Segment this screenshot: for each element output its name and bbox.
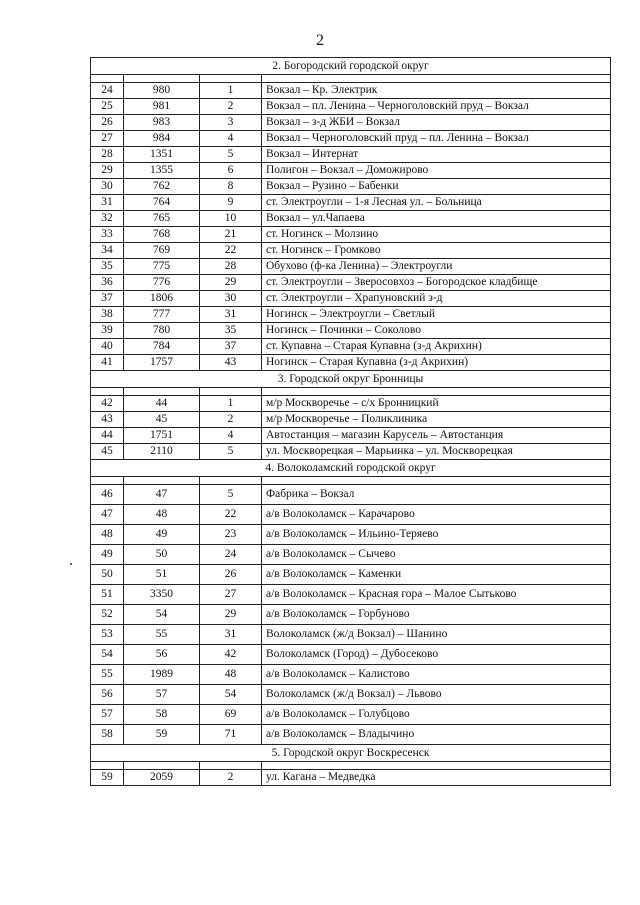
- route-name-cell: Волоколамск (Город) – Дубосеково: [262, 645, 611, 665]
- row-number-cell: 54: [91, 645, 124, 665]
- route-name-cell: а/в Волоколамск – Каменки: [262, 565, 611, 585]
- table-row: [91, 565, 611, 585]
- route-number-cell: 28: [200, 259, 262, 275]
- row-number-cell: 24: [91, 83, 124, 99]
- spacer-cell: [262, 388, 611, 396]
- route-name-cell: ст. Электроугли – 1-я Лесная ул. – Больница: [262, 195, 611, 211]
- route-number-cell: 26: [200, 565, 262, 585]
- table-row: [91, 525, 611, 545]
- route-number-cell: 9: [200, 195, 262, 211]
- row-number-cell: 39: [91, 323, 124, 339]
- row-number-cell: 40: [91, 339, 124, 355]
- register-code-cell: 764: [124, 195, 200, 211]
- route-name-cell: а/в Волоколамск – Карачарово: [262, 505, 611, 525]
- row-number-cell: 36: [91, 275, 124, 291]
- route-number-cell: 6: [200, 163, 262, 179]
- route-number-cell: 23: [200, 525, 262, 545]
- table-row: [91, 396, 611, 412]
- row-number-cell: 42: [91, 396, 124, 412]
- register-code-cell: 2110: [124, 444, 200, 460]
- row-number-cell: 34: [91, 243, 124, 259]
- route-number-cell: 2: [200, 770, 262, 786]
- register-code-cell: 51: [124, 565, 200, 585]
- table-row: [91, 725, 611, 745]
- route-number-cell: 22: [200, 505, 262, 525]
- section-title: 3. Городской округ Бронницы: [91, 371, 611, 388]
- route-name-cell: Ногинск – Электроугли – Светлый: [262, 307, 611, 323]
- route-name-cell: а/в Волоколамск – Ильино-Теряево: [262, 525, 611, 545]
- register-code-cell: 48: [124, 505, 200, 525]
- table-row: [91, 195, 611, 211]
- route-name-cell: ул. Кагана – Медведка: [262, 770, 611, 786]
- table-row: [91, 275, 611, 291]
- section-header-row: [91, 58, 611, 75]
- register-code-cell: 777: [124, 307, 200, 323]
- route-number-cell: 1: [200, 83, 262, 99]
- row-number-cell: 43: [91, 412, 124, 428]
- route-name-cell: м/р Москворечье – с/х Бронницкий: [262, 396, 611, 412]
- register-code-cell: 59: [124, 725, 200, 745]
- row-number-cell: 55: [91, 665, 124, 685]
- route-name-cell: Вокзал – ул.Чапаева: [262, 211, 611, 227]
- route-number-cell: 27: [200, 585, 262, 605]
- table-row: [91, 179, 611, 195]
- register-code-cell: 1989: [124, 665, 200, 685]
- spacer-cell: [124, 477, 200, 485]
- route-number-cell: 29: [200, 275, 262, 291]
- row-number-cell: 59: [91, 770, 124, 786]
- section-header-row: [91, 460, 611, 477]
- row-number-cell: 50: [91, 565, 124, 585]
- route-name-cell: а/в Волоколамск – Голубцово: [262, 705, 611, 725]
- page-number: 2: [316, 32, 324, 49]
- table-row: [91, 705, 611, 725]
- section-spacer-row: [91, 762, 611, 770]
- spacer-cell: [262, 762, 611, 770]
- route-number-cell: 69: [200, 705, 262, 725]
- route-number-cell: 42: [200, 645, 262, 665]
- register-code-cell: 44: [124, 396, 200, 412]
- section-header-row: [91, 371, 611, 388]
- table-row: [91, 339, 611, 355]
- route-name-cell: а/в Волоколамск – Владычино: [262, 725, 611, 745]
- register-code-cell: 50: [124, 545, 200, 565]
- register-code-cell: 981: [124, 99, 200, 115]
- table-row: [91, 505, 611, 525]
- table-row: [91, 307, 611, 323]
- register-code-cell: 1351: [124, 147, 200, 163]
- row-number-cell: 27: [91, 131, 124, 147]
- route-number-cell: 1: [200, 396, 262, 412]
- route-name-cell: Ногинск – Починки – Соколово: [262, 323, 611, 339]
- route-name-cell: ул. Москворецкая – Марьинка – ул. Москворецкая: [262, 444, 611, 460]
- route-name-cell: Автостанция – магазин Карусель – Автостанция: [262, 428, 611, 444]
- row-number-cell: 51: [91, 585, 124, 605]
- row-number-cell: 45: [91, 444, 124, 460]
- row-number-cell: 25: [91, 99, 124, 115]
- register-code-cell: 768: [124, 227, 200, 243]
- route-number-cell: 43: [200, 355, 262, 371]
- route-name-cell: ст. Ногинск – Молзино: [262, 227, 611, 243]
- register-code-cell: 1355: [124, 163, 200, 179]
- route-number-cell: 29: [200, 605, 262, 625]
- route-name-cell: ст. Купавна – Старая Купавна (з-д Акрихин): [262, 339, 611, 355]
- table-row: [91, 131, 611, 147]
- route-number-cell: 3: [200, 115, 262, 131]
- table-row: [91, 665, 611, 685]
- row-number-cell: 57: [91, 705, 124, 725]
- table-row: [91, 485, 611, 505]
- section-spacer-row: [91, 75, 611, 83]
- route-name-cell: Вокзал – Интернат: [262, 147, 611, 163]
- register-code-cell: 1757: [124, 355, 200, 371]
- spacer-cell: [91, 388, 124, 396]
- table-row: [91, 412, 611, 428]
- route-number-cell: 4: [200, 428, 262, 444]
- row-number-cell: 37: [91, 291, 124, 307]
- register-code-cell: 49: [124, 525, 200, 545]
- route-name-cell: Вокзал – пл. Ленина – Черноголовский пруд – Вокзал: [262, 99, 611, 115]
- row-number-cell: 56: [91, 685, 124, 705]
- spacer-cell: [200, 388, 262, 396]
- route-number-cell: 4: [200, 131, 262, 147]
- spacer-cell: [200, 75, 262, 83]
- routes-table-container: [90, 57, 610, 786]
- section-spacer-row: [91, 477, 611, 485]
- route-number-cell: 5: [200, 444, 262, 460]
- route-name-cell: Вокзал – Рузино – Бабенки: [262, 179, 611, 195]
- route-name-cell: Вокзал – Кр. Электрик: [262, 83, 611, 99]
- route-name-cell: Вокзал – Черноголовский пруд – пл. Ленина – Вокзал: [262, 131, 611, 147]
- route-number-cell: 37: [200, 339, 262, 355]
- section-spacer-row: [91, 388, 611, 396]
- table-row: [91, 211, 611, 227]
- spacer-cell: [200, 762, 262, 770]
- route-name-cell: Фабрика – Вокзал: [262, 485, 611, 505]
- spacer-cell: [124, 388, 200, 396]
- section-title: 5. Городской округ Воскресенск: [91, 745, 611, 762]
- row-number-cell: 41: [91, 355, 124, 371]
- table-row: [91, 428, 611, 444]
- route-name-cell: Волоколамск (ж/д Вокзал) – Шанино: [262, 625, 611, 645]
- route-name-cell: ст. Ногинск – Громково: [262, 243, 611, 259]
- register-code-cell: 57: [124, 685, 200, 705]
- route-name-cell: Вокзал – з-д ЖБИ – Вокзал: [262, 115, 611, 131]
- route-number-cell: 5: [200, 147, 262, 163]
- table-row: [91, 83, 611, 99]
- row-number-cell: 28: [91, 147, 124, 163]
- register-code-cell: 45: [124, 412, 200, 428]
- section-title: 2. Богородский городской округ: [91, 58, 611, 75]
- route-number-cell: 22: [200, 243, 262, 259]
- route-number-cell: 48: [200, 665, 262, 685]
- row-number-cell: 33: [91, 227, 124, 243]
- register-code-cell: 47: [124, 485, 200, 505]
- route-name-cell: а/в Волоколамск – Сычево: [262, 545, 611, 565]
- row-number-cell: 30: [91, 179, 124, 195]
- row-number-cell: 49: [91, 545, 124, 565]
- table-row: [91, 545, 611, 565]
- row-number-cell: 32: [91, 211, 124, 227]
- register-code-cell: 784: [124, 339, 200, 355]
- register-code-cell: 1806: [124, 291, 200, 307]
- row-number-cell: 38: [91, 307, 124, 323]
- route-name-cell: Волоколамск (ж/д Вокзал) – Львово: [262, 685, 611, 705]
- route-number-cell: 21: [200, 227, 262, 243]
- route-name-cell: а/в Волоколамск – Горбуново: [262, 605, 611, 625]
- routes-table-body: [91, 58, 611, 786]
- route-number-cell: 8: [200, 179, 262, 195]
- route-number-cell: 2: [200, 99, 262, 115]
- register-code-cell: 775: [124, 259, 200, 275]
- table-row: [91, 770, 611, 786]
- spacer-cell: [262, 75, 611, 83]
- stray-mark: [70, 563, 72, 565]
- route-number-cell: 5: [200, 485, 262, 505]
- route-name-cell: м/р Москворечье – Поликлиника: [262, 412, 611, 428]
- route-name-cell: а/в Волоколамск – Красная гора – Малое Сытьково: [262, 585, 611, 605]
- spacer-cell: [124, 762, 200, 770]
- table-row: [91, 605, 611, 625]
- register-code-cell: 983: [124, 115, 200, 131]
- table-row: [91, 645, 611, 665]
- route-number-cell: 54: [200, 685, 262, 705]
- route-number-cell: 24: [200, 545, 262, 565]
- spacer-cell: [262, 477, 611, 485]
- register-code-cell: 58: [124, 705, 200, 725]
- table-row: [91, 115, 611, 131]
- spacer-cell: [200, 477, 262, 485]
- route-number-cell: 30: [200, 291, 262, 307]
- table-row: [91, 99, 611, 115]
- route-name-cell: Ногинск – Старая Купавна (з-д Акрихин): [262, 355, 611, 371]
- register-code-cell: 3350: [124, 585, 200, 605]
- register-code-cell: 55: [124, 625, 200, 645]
- register-code-cell: 54: [124, 605, 200, 625]
- section-header-row: [91, 745, 611, 762]
- route-number-cell: 31: [200, 307, 262, 323]
- route-name-cell: ст. Электроугли – Зверосовхоз – Богородское кладбище: [262, 275, 611, 291]
- spacer-cell: [91, 762, 124, 770]
- row-number-cell: 35: [91, 259, 124, 275]
- route-number-cell: 35: [200, 323, 262, 339]
- route-number-cell: 2: [200, 412, 262, 428]
- table-row: [91, 147, 611, 163]
- row-number-cell: 31: [91, 195, 124, 211]
- route-number-cell: 31: [200, 625, 262, 645]
- register-code-cell: 776: [124, 275, 200, 291]
- route-name-cell: Полигон – Вокзал – Доможирово: [262, 163, 611, 179]
- register-code-cell: 2059: [124, 770, 200, 786]
- route-name-cell: а/в Волоколамск – Калистово: [262, 665, 611, 685]
- row-number-cell: 26: [91, 115, 124, 131]
- table-row: [91, 444, 611, 460]
- row-number-cell: 53: [91, 625, 124, 645]
- section-title: 4. Волоколамский городской округ: [91, 460, 611, 477]
- spacer-cell: [124, 75, 200, 83]
- register-code-cell: 769: [124, 243, 200, 259]
- table-row: [91, 163, 611, 179]
- table-row: [91, 585, 611, 605]
- register-code-cell: 984: [124, 131, 200, 147]
- table-row: [91, 685, 611, 705]
- row-number-cell: 46: [91, 485, 124, 505]
- table-row: [91, 227, 611, 243]
- spacer-cell: [91, 75, 124, 83]
- route-name-cell: ст. Электроугли – Храпуновский з-д: [262, 291, 611, 307]
- row-number-cell: 48: [91, 525, 124, 545]
- route-name-cell: Обухово (ф-ка Ленина) – Электроугли: [262, 259, 611, 275]
- register-code-cell: 980: [124, 83, 200, 99]
- table-row: [91, 625, 611, 645]
- row-number-cell: 52: [91, 605, 124, 625]
- register-code-cell: 765: [124, 211, 200, 227]
- row-number-cell: 29: [91, 163, 124, 179]
- table-row: [91, 243, 611, 259]
- route-number-cell: 71: [200, 725, 262, 745]
- register-code-cell: 780: [124, 323, 200, 339]
- table-row: [91, 259, 611, 275]
- row-number-cell: 44: [91, 428, 124, 444]
- route-number-cell: 10: [200, 211, 262, 227]
- register-code-cell: 1751: [124, 428, 200, 444]
- routes-table: [90, 57, 611, 786]
- register-code-cell: 762: [124, 179, 200, 195]
- table-row: [91, 355, 611, 371]
- table-row: [91, 291, 611, 307]
- row-number-cell: 58: [91, 725, 124, 745]
- spacer-cell: [91, 477, 124, 485]
- row-number-cell: 47: [91, 505, 124, 525]
- table-row: [91, 323, 611, 339]
- register-code-cell: 56: [124, 645, 200, 665]
